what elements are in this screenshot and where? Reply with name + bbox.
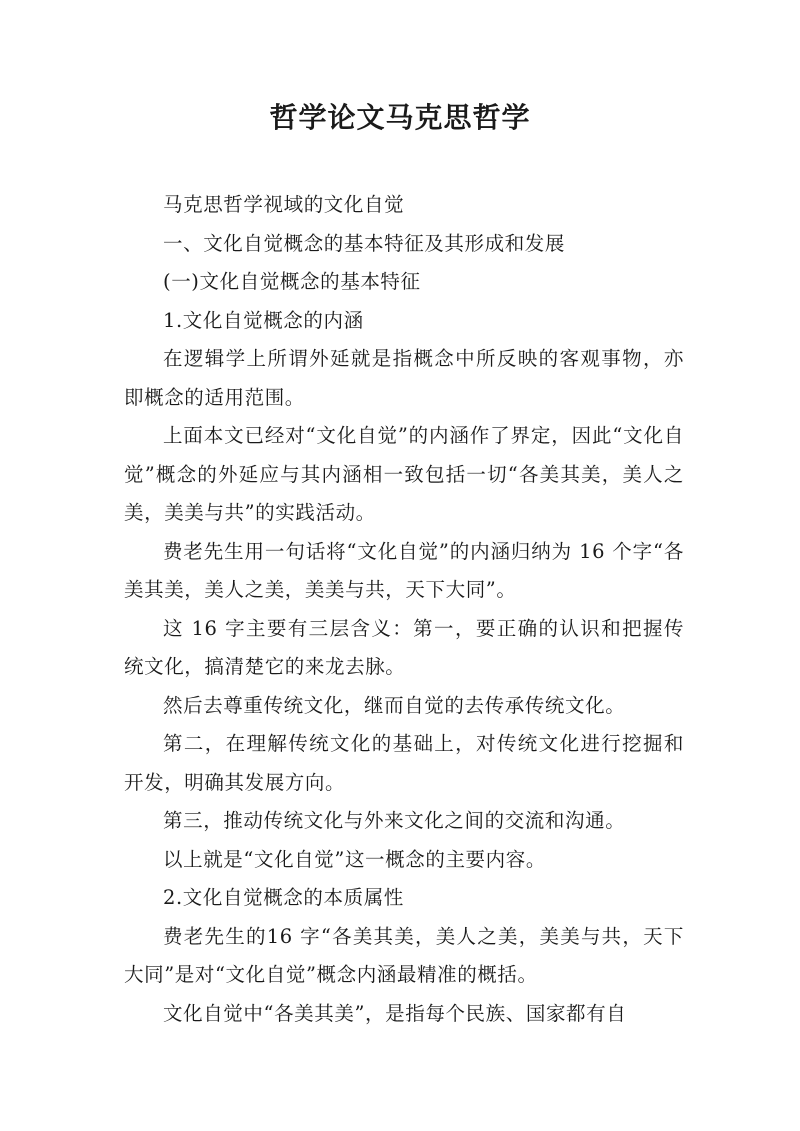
document-title: 哲学论文马克思哲学 — [269, 101, 531, 134]
paragraph: 1.文化自觉概念的内涵 — [163, 308, 364, 332]
paragraph: 第三，推动传统文化与外来文化之间的交流和沟通。 — [163, 809, 626, 832]
paragraph: 马克思哲学视域的文化自觉 — [163, 193, 405, 216]
paragraph: 文化自觉中“各美其美”，是指每个民族、国家都有自 — [163, 1001, 627, 1025]
document-body — [124, 186, 684, 1033]
paragraph: (一)文化自觉概念的基本特征 — [163, 270, 421, 293]
paragraph: 费老先生用一句话将“文化自觉”的内涵归纳为 16 个字“各美其美，美人之美，美美与共，天下大同”。 — [124, 539, 684, 601]
paragraph: 一、文化自觉概念的基本特征及其形成和发展 — [163, 231, 566, 255]
paragraph: 以上就是“文化自觉”这一概念的主要内容。 — [163, 847, 546, 871]
paragraph: 上面本文已经对“文化自觉”的内涵作了界定，因此“文化自觉”概念的外延应与其内涵相一致包括一切“各美其美，美人之美，美美与共”的实践活动。 — [124, 424, 684, 524]
paragraph: 2.文化自觉概念的本质属性 — [163, 886, 404, 909]
paragraph: 在逻辑学上所谓外延就是指概念中所反映的客观事物，亦即概念的适用范围。 — [124, 347, 684, 409]
paragraph: 费老先生的16 字“各美其美，美人之美，美美与共，天下大同”是对“文化自觉”概念内涵最精准的概括。 — [124, 924, 684, 986]
paragraph: 第二，在理解传统文化的基础上，对传统文化进行挖掘和开发，明确其发展方向。 — [124, 732, 684, 794]
paragraph: 这 16 字主要有三层含义：第一，要正确的认识和把握传统文化，搞清楚它的来龙去脉。 — [124, 616, 684, 678]
paragraph: 然后去尊重传统文化，继而自觉的去传承传统文化。 — [163, 693, 626, 717]
